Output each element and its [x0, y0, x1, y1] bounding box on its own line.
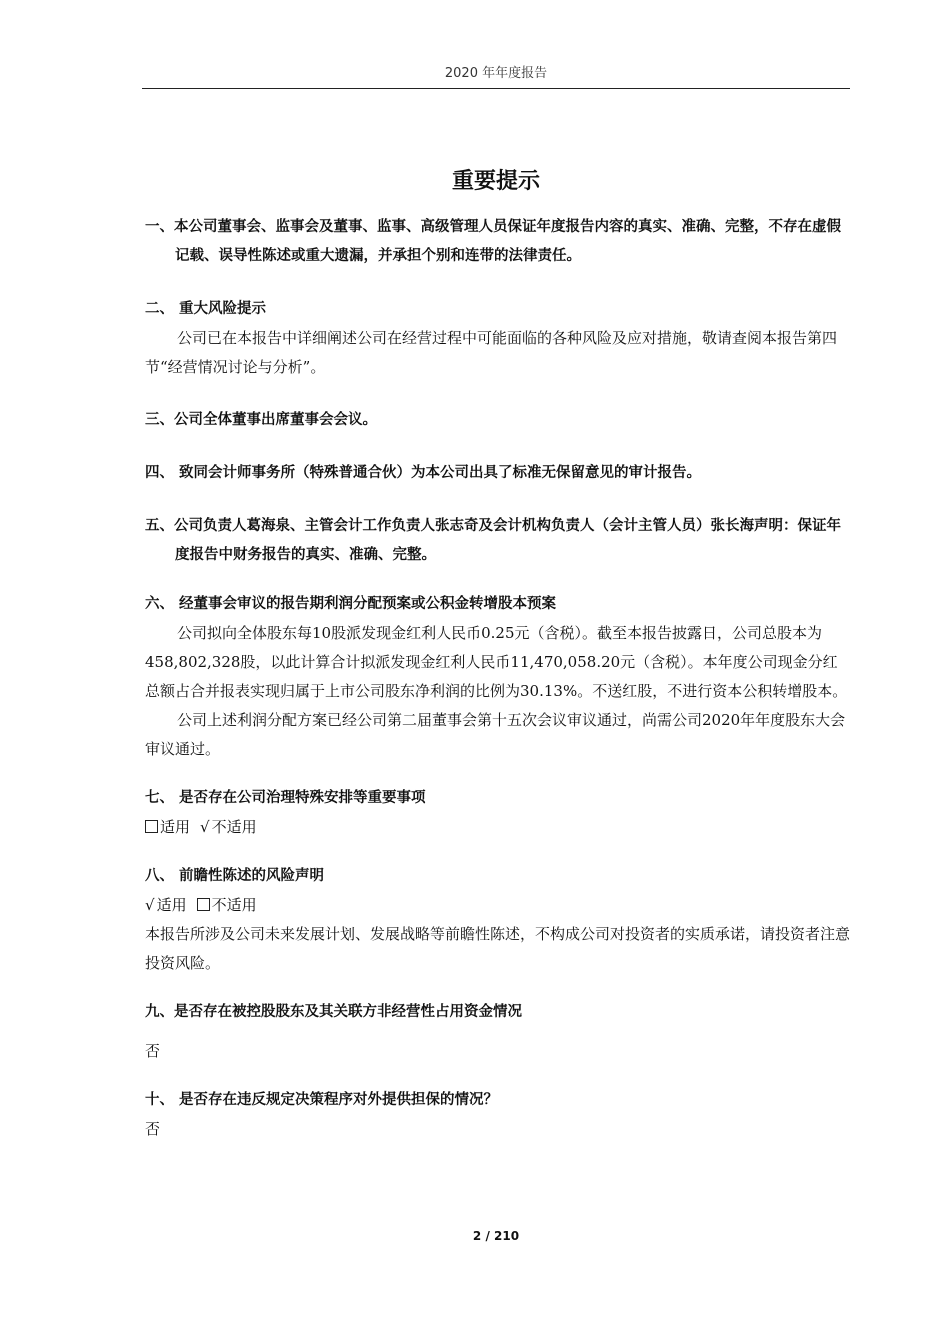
section-4: 四、 致同会计师事务所（特殊普通合伙）为本公司出具了标准无保留意见的审计报告。	[145, 465, 702, 481]
unchecked-box-icon	[197, 898, 210, 911]
section-7-options	[145, 813, 851, 842]
section-9-answer: 否	[145, 1042, 161, 1060]
section-6-title: 六、 经董事会审议的报告期利润分配预案或公积金转增股本预案	[145, 596, 557, 612]
section-3: 三、公司全体董事出席董事会会议。	[145, 412, 377, 428]
checkmark-icon: √	[145, 896, 155, 914]
section-10-answer: 否	[145, 1120, 161, 1138]
option-applicable: 适用	[145, 813, 190, 842]
section-7-title: 七、 是否存在公司治理特殊安排等重要事项	[145, 790, 426, 806]
page-title: 重要提示	[451, 169, 540, 194]
page-header: 2020 年年度报告	[444, 66, 548, 81]
checkmark-icon: √	[200, 818, 210, 836]
section-8-body: 本报告所涉及公司未来发展计划、发展战略等前瞻性陈述，不构成公司对投资者的实质承诺，请投资者注意投资风险。	[145, 925, 851, 972]
section-1: 一、本公司董事会、监事会及董事、监事、高级管理人员保证年度报告内容的真实、准确、完整，不存在虚假记载、误导性陈述或重大遗漏，并承担个别和连带的法律责任。	[145, 219, 841, 264]
page-number: 2 / 210	[472, 1229, 520, 1243]
section-9-title: 九、是否存在被控股股东及其关联方非经营性占用资金情况	[145, 1004, 522, 1020]
header-divider	[142, 88, 850, 89]
option-not-applicable: 不适用	[197, 891, 257, 920]
section-5: 五、公司负责人葛海泉、主管会计工作负责人张志奇及会计机构负责人（会计主管人员）张长海声明：保证年度报告中财务报告的真实、准确、完整。	[145, 518, 841, 563]
unchecked-box-icon	[145, 820, 158, 833]
section-10-title: 十、 是否存在违反规定决策程序对外提供担保的情况？	[145, 1092, 499, 1108]
section-2-title: 二、 重大风险提示	[145, 301, 267, 317]
section-8-title: 八、 前瞻性陈述的风险声明	[145, 868, 325, 884]
document-body	[145, 213, 851, 1144]
section-8-options	[145, 891, 851, 920]
section-2-body: 公司已在本报告中详细阐述公司在经营过程中可能面临的各种风险及应对措施，敬请查阅本报告第四节“经营情况讨论与分析”。	[145, 329, 838, 376]
section-6-body-2: 公司上述利润分配方案已经公司第二届董事会第十五次会议审议通过，尚需公司2020年年度股东大会审议通过。	[145, 711, 846, 758]
option-applicable: √ 适用	[145, 896, 187, 914]
section-6-body-1: 公司拟向全体股东每10股派发现金红利人民币0.25元（含税）。截至本报告披露日，公司总股本为458,802,328股，以此计算合计拟派发现金红利人民币11,470,058.20元（含税）。本年度公司现金分红总额占合并报表实现归属于上市公司股东净利润的比例为30.13%。不送红股，不进行资本公积转增股本。	[145, 624, 848, 700]
option-not-applicable: √ 不适用	[200, 818, 257, 836]
